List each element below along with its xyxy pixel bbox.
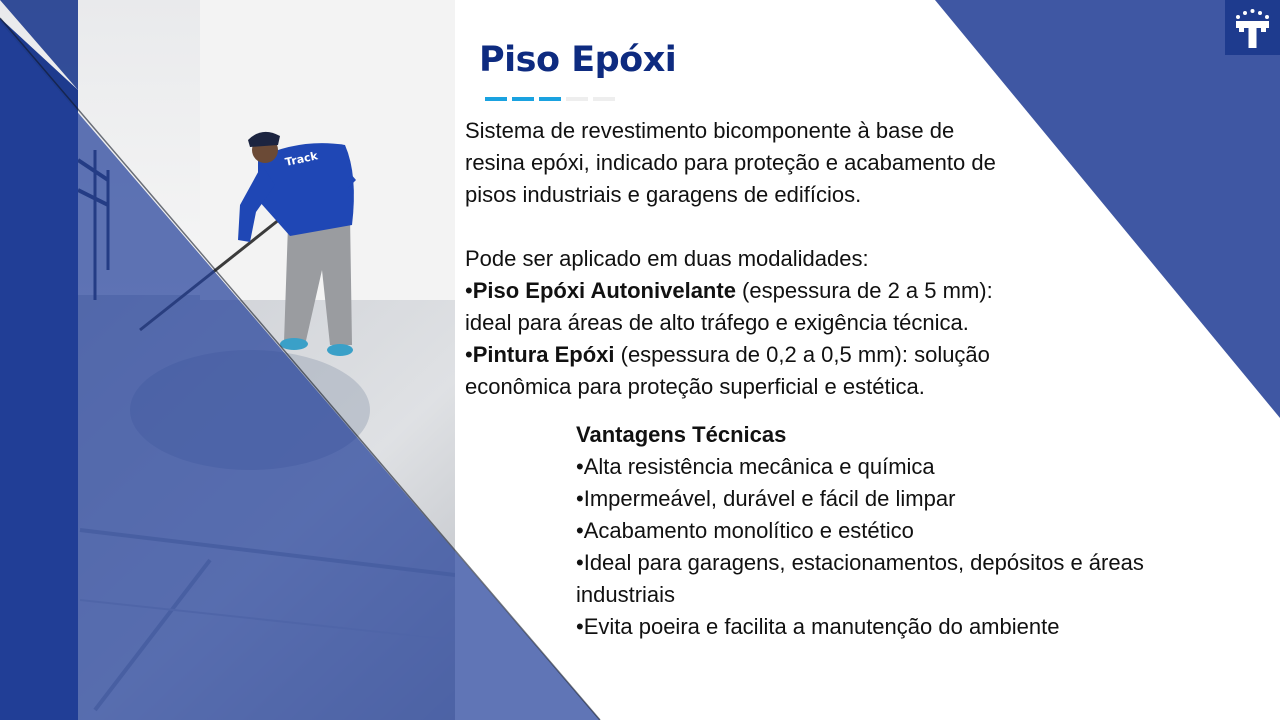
modality-detail: (espessura de 2 a 5 mm):	[735, 278, 993, 303]
intro-line-2: resina epóxi, indicado para proteção e acabamento de	[465, 150, 996, 175]
modality-detail: (espessura de 0,2 a 0,5 mm): solução	[614, 342, 990, 367]
advantage-item: •Impermeável, durável e fácil de limpar	[576, 486, 956, 511]
bullet: •	[465, 278, 473, 303]
advantages-heading	[576, 419, 1144, 451]
advantage-item-continuation: industriais	[576, 582, 676, 607]
underline-dash-4	[566, 97, 588, 101]
advantage-item: •Evita poeira e facilita a manutenção do ambiente	[576, 614, 1060, 639]
advantage-item: •Alta resistência mecânica e química	[576, 454, 935, 479]
intro-line-1: Sistema de revestimento bicomponente à base de	[465, 118, 955, 143]
modality-pintura-continuation: econômica para proteção superficial e estética.	[465, 374, 925, 399]
advantages-heading-text: Vantagens Técnicas	[576, 422, 787, 447]
page-title: Piso Epóxi	[479, 40, 677, 80]
underline-dash-1	[485, 97, 507, 101]
brand-logo-icon	[1225, 0, 1280, 55]
modalities-heading: Pode ser aplicado em duas modalidades:	[465, 246, 869, 271]
advantage-item: •Ideal para garagens, estacionamentos, depósitos e áreas	[576, 550, 1144, 575]
modality-autonivelante	[465, 275, 996, 307]
title-underline	[485, 97, 620, 115]
modality-name: Pintura Epóxi	[472, 342, 615, 367]
underline-dash-3	[539, 97, 561, 101]
modality-name: Piso Epóxi Autonivelante	[472, 278, 736, 303]
modality-pintura	[465, 339, 996, 371]
modality-autonivelante-continuation: ideal para áreas de alto tráfego e exigência técnica.	[465, 310, 969, 335]
intro-line-3: pisos industriais e garagens de edifícios.	[465, 182, 862, 207]
advantages-block	[576, 419, 1144, 643]
description-block	[465, 115, 996, 403]
bullet: •	[465, 342, 473, 367]
underline-dash-5	[593, 97, 615, 101]
advantage-item: •Acabamento monolítico e estético	[576, 518, 914, 543]
brand-logo	[1225, 0, 1280, 55]
shirt-logo-text: Track	[283, 149, 319, 169]
underline-dash-2	[512, 97, 534, 101]
